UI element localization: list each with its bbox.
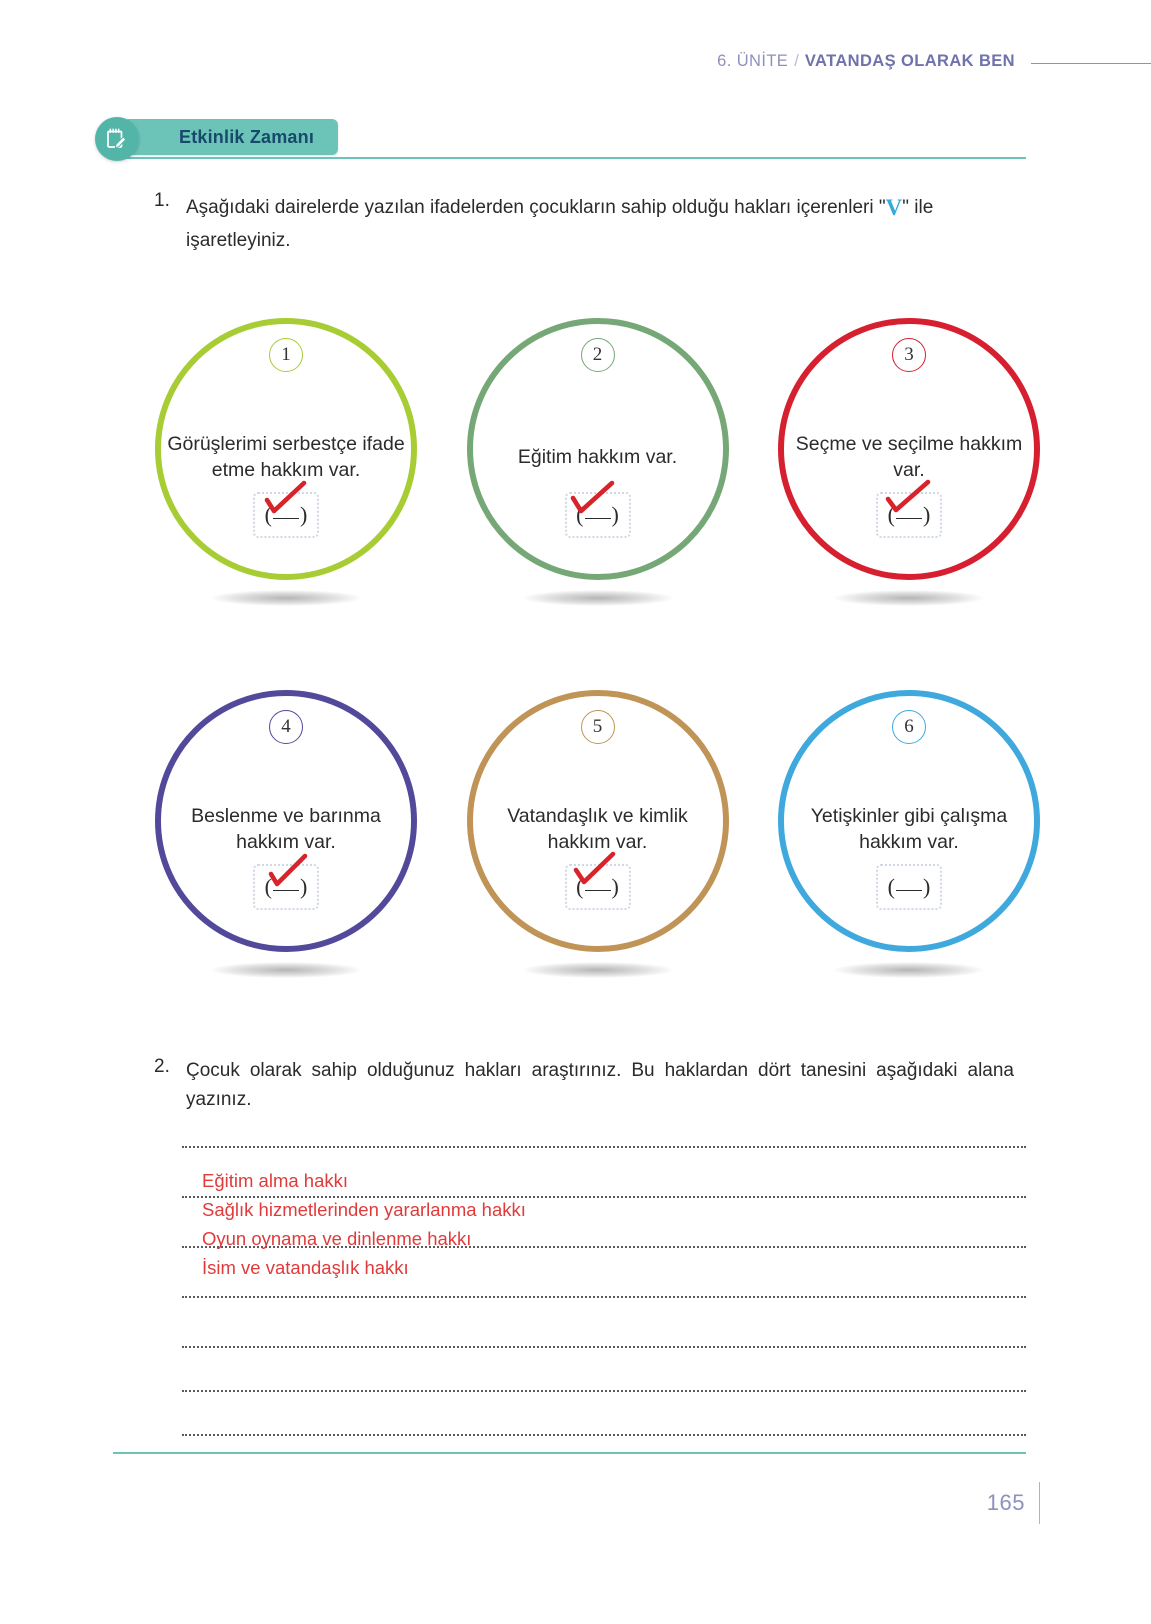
circle-item[interactable]: [778, 690, 1040, 952]
rights-circle-grid: [155, 318, 1040, 1062]
writing-line: [182, 1296, 1026, 1298]
circle-2[interactable]: [467, 318, 729, 580]
activity-badge-pill: [123, 119, 338, 155]
badge-underline-rule: [113, 157, 1026, 159]
circle-row-1: [155, 318, 1040, 580]
circle-4-paren: ( ): [264, 874, 308, 899]
writing-line: [182, 1346, 1026, 1348]
circle-shadow: [523, 590, 673, 606]
handwritten-answer-1: Eğitim alma hakkı: [202, 1170, 348, 1191]
handwritten-answer-3: Oyun oynama ve dinlenme hakkı: [202, 1228, 472, 1249]
circle-1[interactable]: [155, 318, 417, 580]
circle-5-label: Vatandaşlık ve kimlik hakkım var.: [507, 805, 688, 853]
circle-shadow: [834, 590, 984, 606]
question-2-number: 2.: [154, 1056, 170, 1077]
circle-5[interactable]: [467, 690, 729, 952]
circle-2-paren: ( ): [576, 502, 619, 527]
header-separator: /: [794, 51, 799, 70]
notepad-pencil-icon: [95, 117, 139, 161]
circle-2-label: Eğitim hakkım var.: [517, 446, 678, 469]
footer-rule: [113, 1452, 1026, 1454]
writing-line: [182, 1434, 1026, 1436]
circle-row-2: [155, 690, 1040, 952]
circle-item[interactable]: [467, 690, 729, 952]
page-header: [0, 44, 1151, 78]
header-unit-title: VATANDAŞ OLARAK BEN: [804, 51, 1015, 70]
circle-shadow: [211, 962, 361, 978]
circle-2-answer-box[interactable]: [565, 492, 631, 538]
handwritten-answer-2: Sağlık hizmetlerinden yararlanma hakkı: [202, 1199, 526, 1220]
writing-line: [182, 1146, 1026, 1148]
question-1-text-after: " ile işaretleyiniz.: [186, 197, 934, 251]
circle-1-label: Görüşlerimi serbestçe ifade etme hakkım var.: [167, 433, 405, 481]
answer-writing-area[interactable]: [182, 1140, 1026, 1430]
page-footer: [930, 1478, 1040, 1528]
page-number-divider: [1039, 1482, 1040, 1524]
question-1-text: [186, 190, 1034, 255]
circle-5-paren: ( ): [576, 874, 619, 899]
header-rule: [1031, 63, 1151, 64]
circle-3[interactable]: [778, 318, 1040, 580]
page-number: 165: [986, 1490, 1025, 1515]
circle-6-label: Yetişkinler gibi çalışma hakkım var.: [810, 805, 1008, 853]
circle-5-answer-box[interactable]: [565, 864, 631, 910]
writing-line: [182, 1390, 1026, 1392]
circle-4-answer-box[interactable]: [253, 864, 319, 910]
circle-1-answer-box[interactable]: [253, 492, 319, 538]
handwritten-answer-4: İsim ve vatandaşlık hakkı: [202, 1257, 409, 1278]
circle-6-paren: ( ): [887, 874, 931, 899]
circle-item[interactable]: [155, 318, 417, 580]
question-1-number: 1.: [154, 190, 170, 211]
activity-badge-label: Etkinlik Zamanı: [179, 126, 315, 147]
circle-3-answer-box[interactable]: [876, 492, 942, 538]
circle-item[interactable]: [155, 690, 417, 952]
circle-4-label: Beslenme ve barınma hakkım var.: [191, 805, 381, 853]
circle-3-label: Seçme ve seçilme hakkım var.: [795, 433, 1023, 481]
circle-item[interactable]: [467, 318, 729, 580]
circle-shadow: [211, 590, 361, 606]
circle-shadow: [523, 962, 673, 978]
question-1: [154, 190, 1034, 255]
circle-6-answer-box[interactable]: [876, 864, 942, 910]
circle-4[interactable]: [155, 690, 417, 952]
circle-1-paren: ( ): [264, 502, 308, 527]
circle-5-number: 5: [581, 710, 615, 744]
question-1-text-before: Aşağıdaki dairelerde yazılan ifadelerden çocukların sahip olduğu hakları içerenleri ": [186, 197, 886, 218]
circle-2-number: 2: [581, 338, 615, 372]
circle-4-number: 4: [269, 710, 303, 744]
circle-shadow: [834, 962, 984, 978]
circle-3-number: 3: [892, 338, 926, 372]
writing-line: [182, 1196, 1026, 1198]
header-unit-label: 6. ÜNİTE: [717, 51, 789, 70]
question-2: [154, 1056, 1014, 1115]
circle-6[interactable]: [778, 690, 1040, 952]
circle-1-number: 1: [269, 338, 303, 372]
circle-6-number: 6: [892, 710, 926, 744]
question-2-text: Çocuk olarak sahip olduğunuz hakları araştırınız. Bu haklardan dört tanesini aşağıdaki alana yazınız.: [186, 1060, 1014, 1111]
checkmark-glyph: V: [885, 195, 903, 220]
circle-item[interactable]: [778, 318, 1040, 580]
circle-3-paren: ( ): [887, 502, 931, 527]
